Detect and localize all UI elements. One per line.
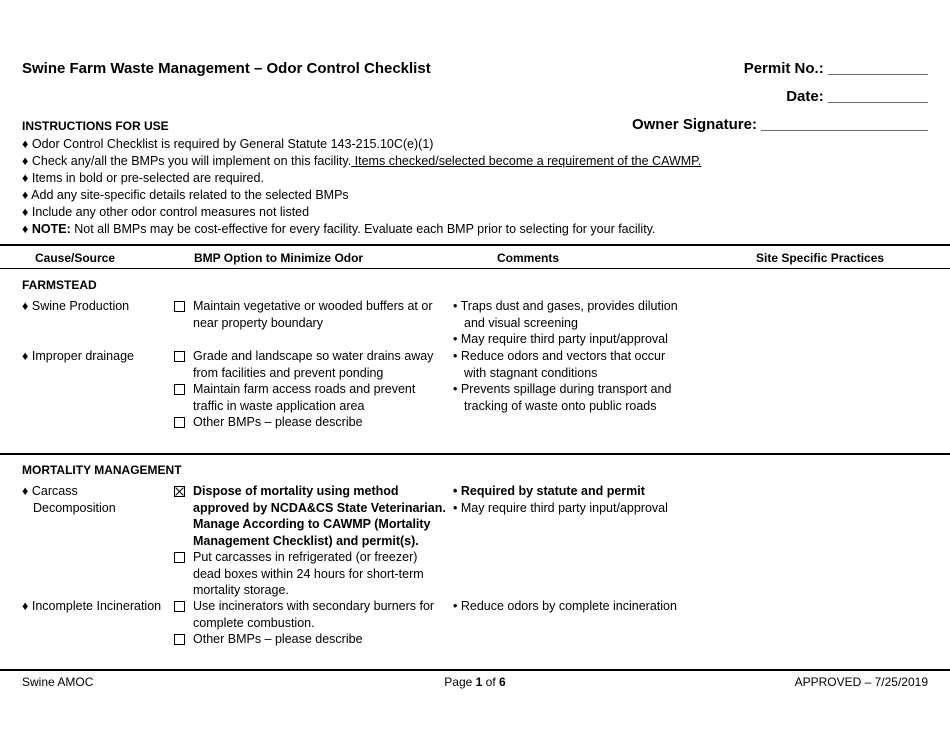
cause-carcass-decomposition: ♦ Carcass Decomposition <box>22 484 116 515</box>
footer-doc-name: Swine AMOC <box>22 675 94 689</box>
table-header-rule <box>0 268 950 269</box>
bmp-option-text: Maintain vegetative or wooded buffers at or near property boundary <box>193 299 433 330</box>
checkbox[interactable] <box>174 417 185 428</box>
instructions-list <box>22 136 701 238</box>
instruction-item: ♦ Include any other odor control measures not listed <box>22 205 310 219</box>
instruction-item <box>22 221 701 238</box>
comments-list <box>453 298 681 348</box>
comment-item: • Traps dust and gases, provides dilution and visual screening <box>453 299 678 330</box>
comments-list <box>453 598 693 615</box>
column-header-bmp: BMP Option to Minimize Odor <box>194 251 364 265</box>
instruction-item: ♦ Add any site-specific details related to the selected BMPs <box>22 188 349 202</box>
page-total: 6 <box>499 675 506 689</box>
cause-swine-production: ♦ Swine Production <box>22 299 130 313</box>
instruction-item: ♦ Odor Control Checklist is required by General Statute 143-215.10C(e)(1) <box>22 137 434 151</box>
bmp-list <box>174 298 442 331</box>
section-title-farmstead: FARMSTEAD <box>22 278 97 292</box>
section-title-mortality: MORTALITY MANAGEMENT <box>22 463 182 477</box>
instruction-item <box>22 153 701 170</box>
bmp-option[interactable] <box>174 631 439 648</box>
bmp-list <box>174 483 446 599</box>
bmp-option-text: Use incinerators with secondary burners for complete combustion. <box>193 599 435 630</box>
column-header-comments: Comments <box>497 251 560 265</box>
checkbox[interactable] <box>174 552 185 563</box>
page-label: Page <box>444 675 476 689</box>
bmp-option[interactable] <box>174 598 439 631</box>
bmp-option-required[interactable] <box>174 483 446 549</box>
instructions-heading: INSTRUCTIONS FOR USE <box>22 119 169 133</box>
footer-approved-date: APPROVED – 7/25/2019 <box>794 675 928 689</box>
column-header-cause: Cause/Source <box>35 251 116 265</box>
comment-item: • Prevents spillage during transport and tracking of waste onto public roads <box>453 382 672 413</box>
checkbox[interactable] <box>174 634 185 645</box>
checkbox[interactable] <box>174 301 185 312</box>
footer-rule <box>0 669 950 671</box>
bmp-list <box>174 348 449 431</box>
bmp-option-text: Maintain farm access roads and prevent traffic in waste application area <box>193 382 416 413</box>
bmp-option[interactable] <box>174 298 442 331</box>
date-field: Date: ____________ <box>786 88 928 105</box>
bmp-list <box>174 598 439 648</box>
page-of: of <box>482 675 500 689</box>
bmp-option-text: Other BMPs – please describe <box>193 415 363 429</box>
cause-incomplete-incineration: ♦ Incomplete Incineration <box>22 599 162 613</box>
page-title: Swine Farm Waste Management – Odor Control Checklist <box>22 60 431 77</box>
instruction-bullet: ♦ <box>22 222 32 236</box>
instruction-item: ♦ Items in bold or pre-selected are required. <box>22 171 264 185</box>
instruction-text: ♦ Check any/all the BMPs you will implement on this facility. <box>22 154 352 168</box>
comment-item-required: • Required by statute and permit <box>453 484 645 498</box>
instruction-underlined-text: Items checked/selected become a requirement of the CAWMP. <box>351 154 702 168</box>
comment-item: • May require third party input/approval <box>453 500 668 515</box>
section-divider <box>0 453 950 455</box>
comment-item: • Reduce odors by complete incineration <box>453 599 677 613</box>
bmp-option[interactable] <box>174 381 449 414</box>
cause-improper-drainage: ♦ Improper drainage <box>22 349 134 363</box>
bmp-option[interactable] <box>174 549 446 599</box>
bmp-option-text: Other BMPs – please describe <box>193 632 363 646</box>
comments-list <box>453 483 688 516</box>
table-top-rule <box>0 244 950 246</box>
bmp-option[interactable] <box>174 414 449 431</box>
column-header-site-practices: Site Specific Practices <box>756 251 885 265</box>
bmp-option-text: Grade and landscape so water drains away from facilities and prevent ponding <box>193 349 434 380</box>
owner-signature-field: Owner Signature: ____________________ <box>631 116 928 133</box>
note-label: NOTE: <box>31 222 71 236</box>
bmp-option[interactable] <box>174 348 449 381</box>
checkbox[interactable] <box>174 384 185 395</box>
checked-checkbox[interactable] <box>174 486 185 497</box>
page-current: 1 <box>475 675 483 689</box>
note-text: Not all BMPs may be cost-effective for every facility. Evaluate each BMP prior to selecting for your facility. <box>70 222 656 236</box>
comment-item: • Reduce odors and vectors that occur with stagnant conditions <box>453 349 666 380</box>
checkbox[interactable] <box>174 351 185 362</box>
permit-number-field: Permit No.: ____________ <box>743 60 928 77</box>
checkbox[interactable] <box>174 601 185 612</box>
bmp-option-text: Dispose of mortality using method approved by NCDA&CS State Veterinarian. Manage According to CAWMP (Mortality Management Checklist) and permit(s). <box>193 484 446 548</box>
comment-item: • May require third party input/approval <box>453 332 668 346</box>
bmp-option-text: Put carcasses in refrigerated (or freezer) dead boxes within 24 hours for short-term mortality storage. <box>193 550 424 597</box>
comments-list <box>453 348 681 414</box>
